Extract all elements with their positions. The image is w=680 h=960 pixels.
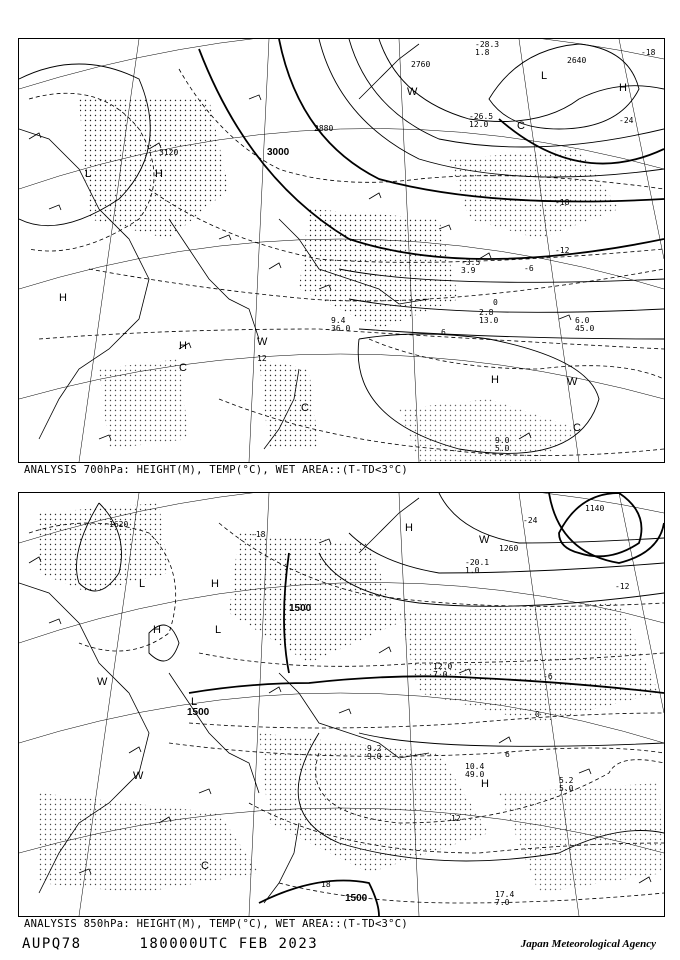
cold-symbol: C [201, 860, 209, 872]
station-dewpoint: 9.0 [367, 752, 382, 761]
station-temp: 9.4 [331, 316, 346, 325]
station-temp: -20.1 [465, 558, 490, 567]
low-center: L [215, 624, 222, 636]
valid-time: 180000UTC FEB 2023 [139, 936, 319, 952]
cold-symbol: C [301, 402, 309, 414]
chart-code: AUPQ78 [22, 936, 82, 952]
height-label: 1500 [187, 707, 210, 718]
height-label: 1140 [585, 504, 605, 513]
low-center: L [191, 696, 198, 708]
chart-700hpa [18, 38, 665, 463]
warm-symbol: W [479, 534, 490, 546]
cold-symbol: C [573, 422, 581, 434]
temp-label: -24 [523, 516, 538, 525]
chart-footer [22, 936, 318, 952]
station-dewpoint: 12.0 [469, 120, 489, 129]
station-dewpoint: 45.0 [575, 324, 595, 333]
station-dewpoint: 7.0 [495, 898, 510, 907]
station-dewpoint: 1.8 [475, 48, 490, 57]
height-label: 1260 [499, 544, 519, 553]
station-dewpoint: 7.0 [433, 670, 448, 679]
station-temp: 9.2 [367, 744, 382, 753]
warm-symbol: W [257, 336, 268, 348]
warm-symbol: W [407, 86, 418, 98]
station-dewpoint: 1.0 [465, 566, 480, 575]
wet-area [39, 503, 664, 893]
warm-symbol: W [567, 376, 578, 388]
station-dewpoint: 3.9 [461, 266, 476, 275]
high-center: H [179, 340, 187, 352]
warm-symbol: W [97, 676, 108, 688]
high-center: H [481, 778, 489, 790]
station-dewpoint: 36.0 [331, 324, 351, 333]
temp-label: -24 [619, 116, 634, 125]
temp-label: 0 [493, 298, 498, 307]
height-label: 2880 [314, 124, 334, 133]
high-center: H [491, 374, 499, 386]
station-temp: -3.5 [461, 258, 481, 267]
station-temp: 12.0 [433, 662, 453, 671]
station-temp: -28.3 [475, 40, 500, 49]
height-label: 3120 [159, 148, 179, 157]
high-center: H [59, 292, 67, 304]
height-label: 1620 [109, 520, 129, 529]
chart-850hpa [18, 492, 665, 917]
caption-850hpa: ANALYSIS 850hPa: HEIGHT(M), TEMP(°C), WET AREA::(T-TD<3°C) [24, 918, 409, 930]
station-temp: 6.0 [575, 316, 590, 325]
high-center: H [211, 578, 219, 590]
height-labels [159, 56, 586, 158]
temp-label: 18 [321, 880, 331, 889]
cold-symbol: C [517, 120, 525, 132]
temp-label: 6 [505, 750, 510, 759]
temp-label: -12 [555, 246, 570, 255]
temp-label: -18 [251, 530, 266, 539]
temp-label: -18 [641, 48, 656, 57]
station-dewpoint: 5.0 [559, 784, 574, 793]
station-dewpoint: 13.0 [479, 316, 499, 325]
agency-name: Japan Meteorological Agency [520, 938, 656, 950]
high-center: H [405, 522, 413, 534]
map-850hpa [19, 493, 664, 916]
temp-label: 6 [441, 328, 446, 337]
caption-700hpa: ANALYSIS 700hPa: HEIGHT(M), TEMP(°C), WET AREA::(T-TD<3°C) [24, 464, 409, 476]
station-temp: 5.2 [559, 776, 574, 785]
height-label: 1500 [345, 893, 368, 904]
station-temp: -26.5 [469, 112, 494, 121]
temp-label: -6 [524, 264, 534, 273]
low-center: L [85, 168, 92, 180]
temp-label: -6 [543, 672, 553, 681]
high-center: H [153, 624, 161, 636]
height-label: 2640 [567, 56, 587, 65]
high-center: H [155, 168, 163, 180]
temp-label: -12 [615, 582, 630, 591]
height-label: 1500 [289, 603, 312, 614]
cold-symbol: C [179, 362, 187, 374]
temp-label: 12 [451, 814, 461, 823]
station-dewpoint: 49.0 [465, 770, 485, 779]
map-700hpa [19, 39, 664, 462]
warm-symbol: W [133, 770, 144, 782]
station-temp: 9.0 [495, 436, 510, 445]
temp-label: 12 [257, 354, 267, 363]
temp-label: 0 [535, 710, 540, 719]
high-center: H [619, 82, 627, 94]
low-center: L [541, 70, 548, 82]
station-temp: 17.4 [495, 890, 515, 899]
low-center: L [139, 578, 146, 590]
height-label: 2760 [411, 60, 431, 69]
temp-label: -18 [555, 198, 570, 207]
station-temp: 10.4 [465, 762, 485, 771]
station-dewpoint: 5.0 [495, 444, 510, 453]
station-temp: 2.8 [479, 308, 494, 317]
height-label: 3000 [267, 147, 290, 158]
